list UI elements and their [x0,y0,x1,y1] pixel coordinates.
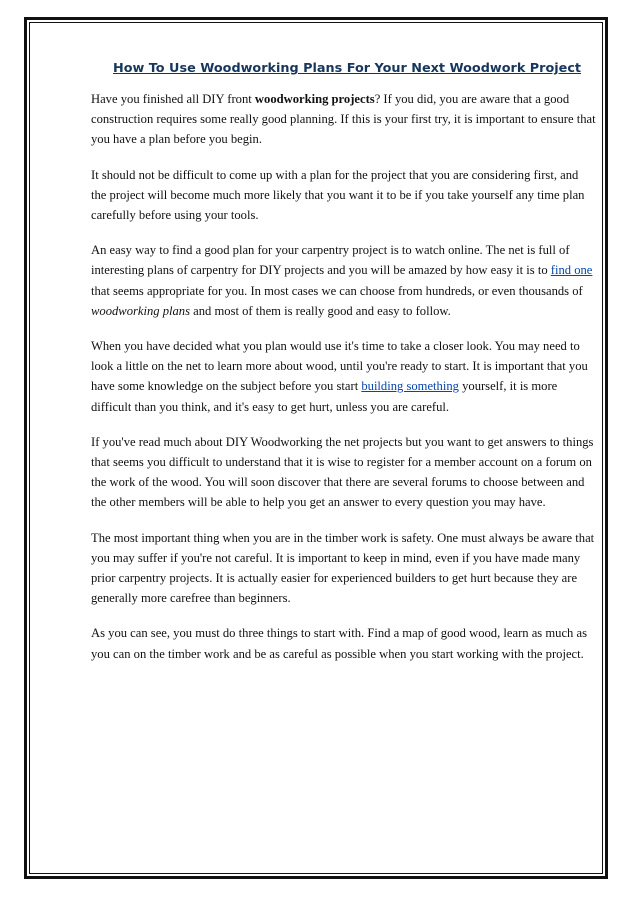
paragraph-6 [91,528,596,609]
text-run: yourself, it is more difficult than you think, and it's easy to get hurt, unless you are careful. [91,379,558,414]
paragraph-1 [91,89,596,150]
text-run: An easy way to find a good plan for your carpentry project is to watch online. The net is full of interesting plans of carpentry for DIY projects and you will be amazed by how easy it is to [91,243,570,278]
paragraph-2 [91,165,596,226]
paragraph-list [91,89,596,664]
italic-text: woodworking plans [91,303,191,318]
text-run: and most of them is really good and easy to follow. [190,303,451,318]
text-run: As you can see, you must do three things to start with. Find a map of good wood, learn as much as you can on the timber work and be as careful as possible when you start working with the project. [91,626,587,661]
paragraph-5 [91,432,596,513]
document-title: How To Use Woodworking Plans For Your Next Woodwork Project [113,61,582,76]
paragraph-7 [91,623,596,663]
text-run: that seems appropriate for you. In most cases we can choose from hundreds, or even thousands of [91,283,583,298]
text-run: If you've read much about DIY Woodworking the net projects but you want to get answers to things that seems you difficult to understand that it is wise to register for a member account on a forum on the work of the wood. You will soon discover that there are several forums to choose between and the other members will be able to help you get an answer to every question you may have. [91,434,594,510]
text-run: The most important thing when you are in the timber work is safety. One must always be aware that you may suffer if you're not careful. It is important to keep in mind, even if you have made many prior carpentry projects. It is actually easier for experienced builders to get hurt because they are generally more carefree than beginners. [91,530,595,606]
paragraph-4 [91,336,596,417]
paragraph-3 [91,240,596,321]
inline-link[interactable]: find one [550,263,593,278]
text-run: It should not be difficult to come up with a plan for the project that you are considering first, and the project will become much more likely that you want it to be if you take yourself any time plan carefully before using your tools. [91,167,585,223]
text-run: When you have decided what you plan would use it's time to take a closer look. You may need to look a little on the net to learn more about wood, until you're ready to start. It is important that you have some knowledge on the subject before you start [91,339,588,394]
text-run: Have you finished all DIY front [91,92,255,106]
text-run: ? If you did, you are aware that a good construction requires some really good planning. If this is your first try, it is important to ensure that you have a plan before you begin. [91,92,596,147]
document-body [91,58,596,679]
bold-text: woodworking projects [254,92,375,106]
inline-link[interactable]: building something [361,379,459,394]
